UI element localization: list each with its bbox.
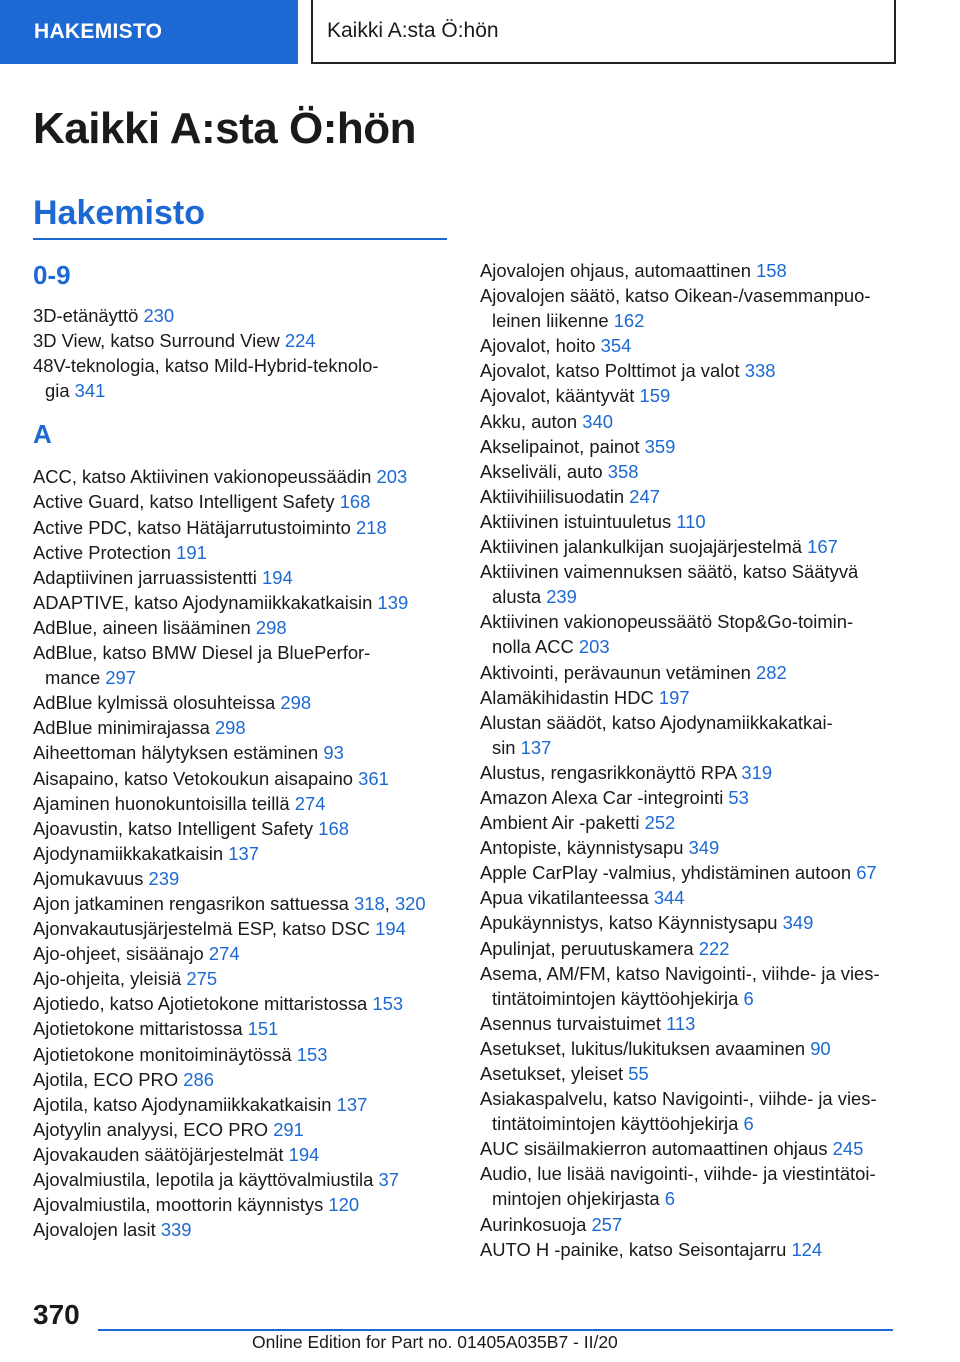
index-entry xyxy=(480,559,900,609)
index-entry xyxy=(33,565,453,590)
page-link[interactable]: 162 xyxy=(613,310,645,332)
index-entry xyxy=(33,866,453,891)
page-link[interactable]: 297 xyxy=(105,667,137,689)
page-link[interactable]: 318 xyxy=(354,892,385,914)
page-link[interactable]: 341 xyxy=(74,380,106,402)
page-link[interactable]: 158 xyxy=(756,260,787,281)
index-entry xyxy=(480,509,900,534)
index-entry-text: Aktiivinen istuintuuletus xyxy=(480,510,672,532)
page-link[interactable]: 247 xyxy=(629,485,660,507)
page-link[interactable]: 349 xyxy=(688,837,720,859)
index-entry xyxy=(33,1092,453,1117)
page-link[interactable]: 349 xyxy=(782,912,814,934)
index-entry xyxy=(33,540,453,565)
index-entry-text: Aktiivinen vaimennuksen säätö, katso Säätyvä xyxy=(480,561,859,583)
page-link[interactable]: 153 xyxy=(372,993,404,1015)
tab-current-section[interactable]: Kaikki A:sta Ö:hön xyxy=(311,0,896,64)
page-link[interactable]: 53 xyxy=(728,786,749,808)
page-link[interactable]: 252 xyxy=(644,812,676,834)
index-entry-text: 48V-teknologia, katso Mild-Hybrid-teknolo‐ xyxy=(33,355,379,377)
index-entry-continuation: mance xyxy=(45,667,101,689)
index-entry-text: Alustan säädöt, katso Ajodynamiikkakatkai‐ xyxy=(480,711,833,733)
index-entry xyxy=(480,358,900,383)
index-entry-text: Active PDC, katso Hätäjarrutustoiminto xyxy=(33,516,351,538)
index-entry-text: AdBlue, aineen lisääminen xyxy=(33,616,251,638)
index-entry xyxy=(480,1136,900,1161)
page-link[interactable]: 113 xyxy=(666,1012,696,1034)
index-entry xyxy=(480,383,900,408)
page-link[interactable]: 37 xyxy=(378,1169,399,1190)
page-link[interactable]: 137 xyxy=(520,736,552,758)
page-link[interactable]: 120 xyxy=(328,1194,360,1216)
index-entry xyxy=(33,791,453,816)
page-link[interactable]: 239 xyxy=(546,586,577,608)
page-link[interactable]: 338 xyxy=(744,360,776,382)
index-entry-text: Active Protection xyxy=(33,541,171,563)
index-entry xyxy=(480,609,900,659)
index-entry-text: Ajovakauden säätöjärjestelmät xyxy=(33,1143,284,1165)
page-link[interactable]: 245 xyxy=(832,1138,864,1160)
index-entry xyxy=(33,1192,453,1217)
index-entry xyxy=(33,1217,453,1242)
page-link[interactable]: 139 xyxy=(377,591,409,613)
page-link[interactable]: 124 xyxy=(791,1238,823,1260)
index-entry xyxy=(33,715,453,740)
section-title: Hakemisto xyxy=(33,194,205,232)
index-entry-continuation: mintojen ohjekirjasta xyxy=(492,1188,660,1210)
page-link[interactable]: 222 xyxy=(698,937,730,959)
index-entry xyxy=(480,484,900,509)
index-entry-text: 3D-etänäyttö xyxy=(33,305,139,326)
index-entry xyxy=(480,434,900,459)
page-link[interactable]: 137 xyxy=(336,1093,368,1115)
page-link[interactable]: 6 xyxy=(743,987,754,1009)
index-entry xyxy=(480,1011,900,1036)
index-entry xyxy=(480,760,900,785)
index-entry-text: Ajotietokone monitoiminäytössä xyxy=(33,1043,292,1065)
page-link[interactable]: 194 xyxy=(262,566,293,588)
page-link[interactable]: 167 xyxy=(807,536,838,558)
index-entry xyxy=(33,841,453,866)
page-link[interactable]: 191 xyxy=(176,541,207,563)
index-entry-text: Ajaminen huonokuntoisilla teillä xyxy=(33,792,290,814)
index-entry xyxy=(480,534,900,559)
index-entry xyxy=(33,690,453,715)
index-entry xyxy=(33,766,453,791)
index-entry-text: Audio, lue lisää navigointi-, viihde- ja viestintätoi‐ xyxy=(480,1163,876,1185)
index-entry-text: 3D View, katso Surround View xyxy=(33,330,280,352)
index-entry-text: Asetukset, lukitus/lukituksen avaaminen xyxy=(480,1037,806,1059)
index-entry-text: Asennus turvaistuimet xyxy=(480,1012,661,1034)
page-link[interactable]: 153 xyxy=(296,1043,328,1065)
index-entry-text: Aktiivinen jalankulkijan suojajärjestelmä xyxy=(480,536,802,558)
index-entry xyxy=(33,1016,453,1041)
index-entry-text: Ajotila, katso Ajodynamiikkakatkaisin xyxy=(33,1093,332,1115)
page-link[interactable]: 257 xyxy=(591,1213,623,1235)
index-entry-text: Ajoavustin, katso Intelligent Safety xyxy=(33,817,314,839)
index-entry xyxy=(33,515,453,540)
page-link[interactable]: 286 xyxy=(183,1068,214,1090)
index-entry-text: AUC sisäilmakierron automaattinen ohjaus xyxy=(480,1138,828,1160)
index-entry xyxy=(480,910,900,935)
page-link[interactable]: 319 xyxy=(741,761,773,783)
index-entry xyxy=(33,353,453,403)
index-entry-text: Apulinjat, peruutuskamera xyxy=(480,937,694,959)
index-column-right xyxy=(480,258,900,1262)
tab-hakemisto[interactable]: HAKEMISTO xyxy=(0,0,298,64)
page-link[interactable]: 274 xyxy=(294,792,326,814)
index-entry-text: Ajovalot, hoito xyxy=(480,335,596,357)
page-link[interactable]: 274 xyxy=(208,943,240,965)
index-entry xyxy=(33,916,453,941)
index-letter-heading: 0-9 xyxy=(33,260,71,290)
index-entry-text: Asetukset, yleiset xyxy=(480,1063,624,1084)
index-entry: Ajon jatkaminen rengasrikon sattuessa 318, 320 xyxy=(33,892,426,914)
index-entry-text: Antopiste, käynnistysapu xyxy=(480,837,684,859)
page-link[interactable]: 340 xyxy=(582,410,613,432)
index-entry-text: Akselipainot, painot xyxy=(480,435,640,457)
index-entry xyxy=(33,1067,453,1092)
page-link[interactable]: 320 xyxy=(394,892,426,914)
page-link[interactable]: 194 xyxy=(288,1143,320,1165)
index-entry-text: Ajovalot, katso Polttimot ja valot xyxy=(480,360,740,382)
index-entry xyxy=(480,885,900,910)
index-entry xyxy=(480,710,900,760)
index-entry xyxy=(33,991,453,1016)
index-entry xyxy=(33,1167,453,1192)
index-entry-text: Aktiivihiilisuodatin xyxy=(480,485,625,507)
index-entry-continuation: tintätoimintojen käyttöohjekirja xyxy=(492,987,739,1009)
index-entry xyxy=(33,640,453,690)
page-link[interactable]: 203 xyxy=(376,466,408,488)
page-title: Kaikki A:sta Ö:hön xyxy=(33,104,416,153)
page-link[interactable]: 6 xyxy=(664,1188,676,1210)
index-entry xyxy=(480,810,900,835)
index-entry-text: Ajovalojen ohjaus, automaattinen xyxy=(480,260,751,281)
index-entry-text: Amazon Alexa Car -integrointi xyxy=(480,786,724,808)
index-entry xyxy=(33,1042,453,1067)
index-entry xyxy=(33,489,453,514)
index-entry xyxy=(480,333,900,358)
index-entry-text: Aisapaino, katso Vetokoukun aisapaino xyxy=(33,767,354,789)
index-entry-continuation: leinen liikenne xyxy=(492,310,609,332)
page-link[interactable]: 275 xyxy=(186,968,218,990)
index-entry-text: Apua vikatilanteessa xyxy=(480,887,649,909)
index-entry xyxy=(480,860,900,885)
page-link[interactable]: 93 xyxy=(323,742,344,764)
page-link[interactable]: 282 xyxy=(756,661,787,683)
index-entry xyxy=(480,283,900,333)
index-entry-text: Ajodynamiikkakatkaisin xyxy=(33,842,224,864)
index-entry-text: Apple CarPlay -valmius, yhdistäminen autoon xyxy=(480,862,852,884)
index-entry-text: Aktiivinen vakionopeussäätö Stop&Go-toimin‐ xyxy=(480,611,854,633)
page-link[interactable]: 358 xyxy=(607,460,639,482)
index-entry xyxy=(33,590,453,615)
page-link[interactable]: 159 xyxy=(639,385,671,407)
page-link[interactable]: 291 xyxy=(273,1118,304,1140)
index-entry-text: ACC, katso Aktiivinen vakionopeussäädin xyxy=(33,466,372,488)
index-entry-text: Alamäkihidastin HDC xyxy=(480,686,654,708)
index-entry xyxy=(33,1142,453,1167)
index-entry xyxy=(480,685,900,710)
index-entry xyxy=(480,1212,900,1237)
index-entry-continuation: tintätoimintojen käyttöohjekirja xyxy=(492,1113,739,1135)
index-entry-continuation: nolla ACC xyxy=(492,636,574,658)
index-entry-continuation: sin xyxy=(492,736,516,758)
index-entry-text: Ajotyylin analyysi, ECO PRO xyxy=(33,1118,269,1140)
index-entry-text: Akseliväli, auto xyxy=(480,460,603,482)
page-link[interactable]: 218 xyxy=(356,516,387,538)
page-link[interactable]: 298 xyxy=(280,692,312,714)
page-link[interactable]: 339 xyxy=(160,1219,192,1241)
index-entry-text: Ajonvakautusjärjestelmä ESP, katso DSC xyxy=(33,918,370,940)
index-entry xyxy=(33,303,453,328)
page-link[interactable]: 137 xyxy=(228,842,259,864)
index-entry-text: AdBlue minimirajassa xyxy=(33,717,210,739)
section-divider xyxy=(33,238,447,240)
index-entry xyxy=(33,328,453,353)
index-entry-continuation: alusta xyxy=(492,586,542,608)
page-link[interactable]: 224 xyxy=(284,330,316,352)
index-entry-text: Ajotietokone mittaristossa xyxy=(33,1018,243,1040)
index-entry-text: Ajotiedo, katso Ajotietokone mittaristossa xyxy=(33,993,368,1015)
index-entry xyxy=(480,1086,900,1136)
index-entry xyxy=(480,785,900,810)
index-entry-text: Ajo-ohjeet, sisäänajo xyxy=(33,943,204,965)
index-entry xyxy=(480,1036,900,1061)
index-letter-heading: A xyxy=(33,419,52,450)
index-entry-text: AdBlue, katso BMW Diesel ja BluePerfor‐ xyxy=(33,642,371,664)
index-entry xyxy=(480,961,900,1011)
page-link[interactable]: 168 xyxy=(339,491,371,513)
page-link[interactable]: 203 xyxy=(578,636,610,658)
page-link[interactable]: 67 xyxy=(856,862,877,884)
index-entry-text: AUTO H -painike, katso Seisontajarru xyxy=(480,1238,787,1260)
index-entry-text: AdBlue kylmissä olosuhteissa xyxy=(33,692,276,714)
index-entry xyxy=(480,1161,900,1211)
index-entry xyxy=(480,936,900,961)
page-link[interactable]: 354 xyxy=(600,335,632,357)
index-entry xyxy=(33,966,453,991)
index-entry-text: Ajovalmiustila, moottorin käynnistys xyxy=(33,1194,324,1216)
index-entry-text: Aiheettoman hälytyksen estäminen xyxy=(33,742,319,764)
page-link[interactable]: 359 xyxy=(644,435,676,457)
page-link[interactable]: 298 xyxy=(214,717,246,739)
index-entry-text: Alustus, rengasrikkonäyttö RPA xyxy=(480,761,737,783)
index-entry-text: Adaptiivinen jarruassistentti xyxy=(33,566,257,588)
page-link[interactable]: 230 xyxy=(143,305,175,326)
index-entry-text: Ajon jatkaminen rengasrikon sattuessa xyxy=(33,892,349,914)
index-entry-text: Asiakaspalvelu, katso Navigointi-, viihde- ja vies‐ xyxy=(480,1088,877,1110)
page-link[interactable]: 90 xyxy=(810,1037,831,1059)
index-entry xyxy=(480,1237,900,1262)
index-entry-text: Ambient Air -paketti xyxy=(480,812,640,834)
index-entry-text: Aurinkosuoja xyxy=(480,1213,587,1235)
page-link[interactable]: 197 xyxy=(658,686,690,708)
page-number: 370 xyxy=(33,1299,80,1330)
index-entry-text: Ajomukavuus xyxy=(33,867,144,889)
page-link[interactable]: 194 xyxy=(375,918,406,940)
index-entry xyxy=(33,941,453,966)
index-entry-text: Apukäynnistys, katso Käynnistysapu xyxy=(480,912,778,934)
index-entry-text: Ajo-ohjeita, yleisiä xyxy=(33,968,182,990)
index-entry xyxy=(480,1061,900,1086)
page-link[interactable]: 6 xyxy=(743,1113,754,1135)
footer-divider xyxy=(98,1329,893,1331)
index-entry xyxy=(480,409,900,434)
index-entry xyxy=(480,459,900,484)
index-column-left xyxy=(33,258,453,1242)
index-entry-text: Akku, auton xyxy=(480,410,578,432)
index-entry xyxy=(480,835,900,860)
index-entry xyxy=(33,464,453,489)
index-entry xyxy=(33,615,453,640)
page-link[interactable]: 55 xyxy=(628,1063,649,1084)
index-entry-text: Active Guard, katso Intelligent Safety xyxy=(33,491,335,513)
index-entry-text: ADAPTIVE, katso Ajodynamiikkakatkaisin xyxy=(33,591,373,613)
index-entry-text: Aktivointi, perävaunun vetäminen xyxy=(480,661,751,683)
page-link[interactable]: 361 xyxy=(358,767,389,789)
index-entry-continuation: gia xyxy=(45,380,70,402)
page-link[interactable]: 298 xyxy=(255,616,287,638)
page-link[interactable]: 151 xyxy=(247,1018,279,1040)
index-entry xyxy=(33,740,453,765)
footer-edition-text: Online Edition for Part no. 01405A035B7 - II/20 xyxy=(252,1332,618,1352)
index-entry xyxy=(33,1117,453,1142)
page-link[interactable]: 344 xyxy=(653,887,685,909)
index-entry xyxy=(33,816,453,841)
index-entry-text: Asema, AM/FM, katso Navigointi-, viihde- ja vies‐ xyxy=(480,962,880,984)
page-link[interactable]: 239 xyxy=(148,867,180,889)
page-link[interactable]: 110 xyxy=(676,510,706,532)
index-entry-text: Ajovalojen säätö, katso Oikean-/vasemmanpuo‐ xyxy=(480,285,871,307)
index-entry-text: Ajovalojen lasit xyxy=(33,1219,156,1241)
index-entry-text: Ajovalot, kääntyvät xyxy=(480,385,635,407)
index-entry-text: Ajotila, ECO PRO xyxy=(33,1068,179,1090)
index-entry xyxy=(480,258,900,283)
index-entry xyxy=(480,660,900,685)
page-link[interactable]: 168 xyxy=(318,817,349,839)
index-entry-text: Ajovalmiustila, lepotila ja käyttövalmiustila xyxy=(33,1169,374,1190)
